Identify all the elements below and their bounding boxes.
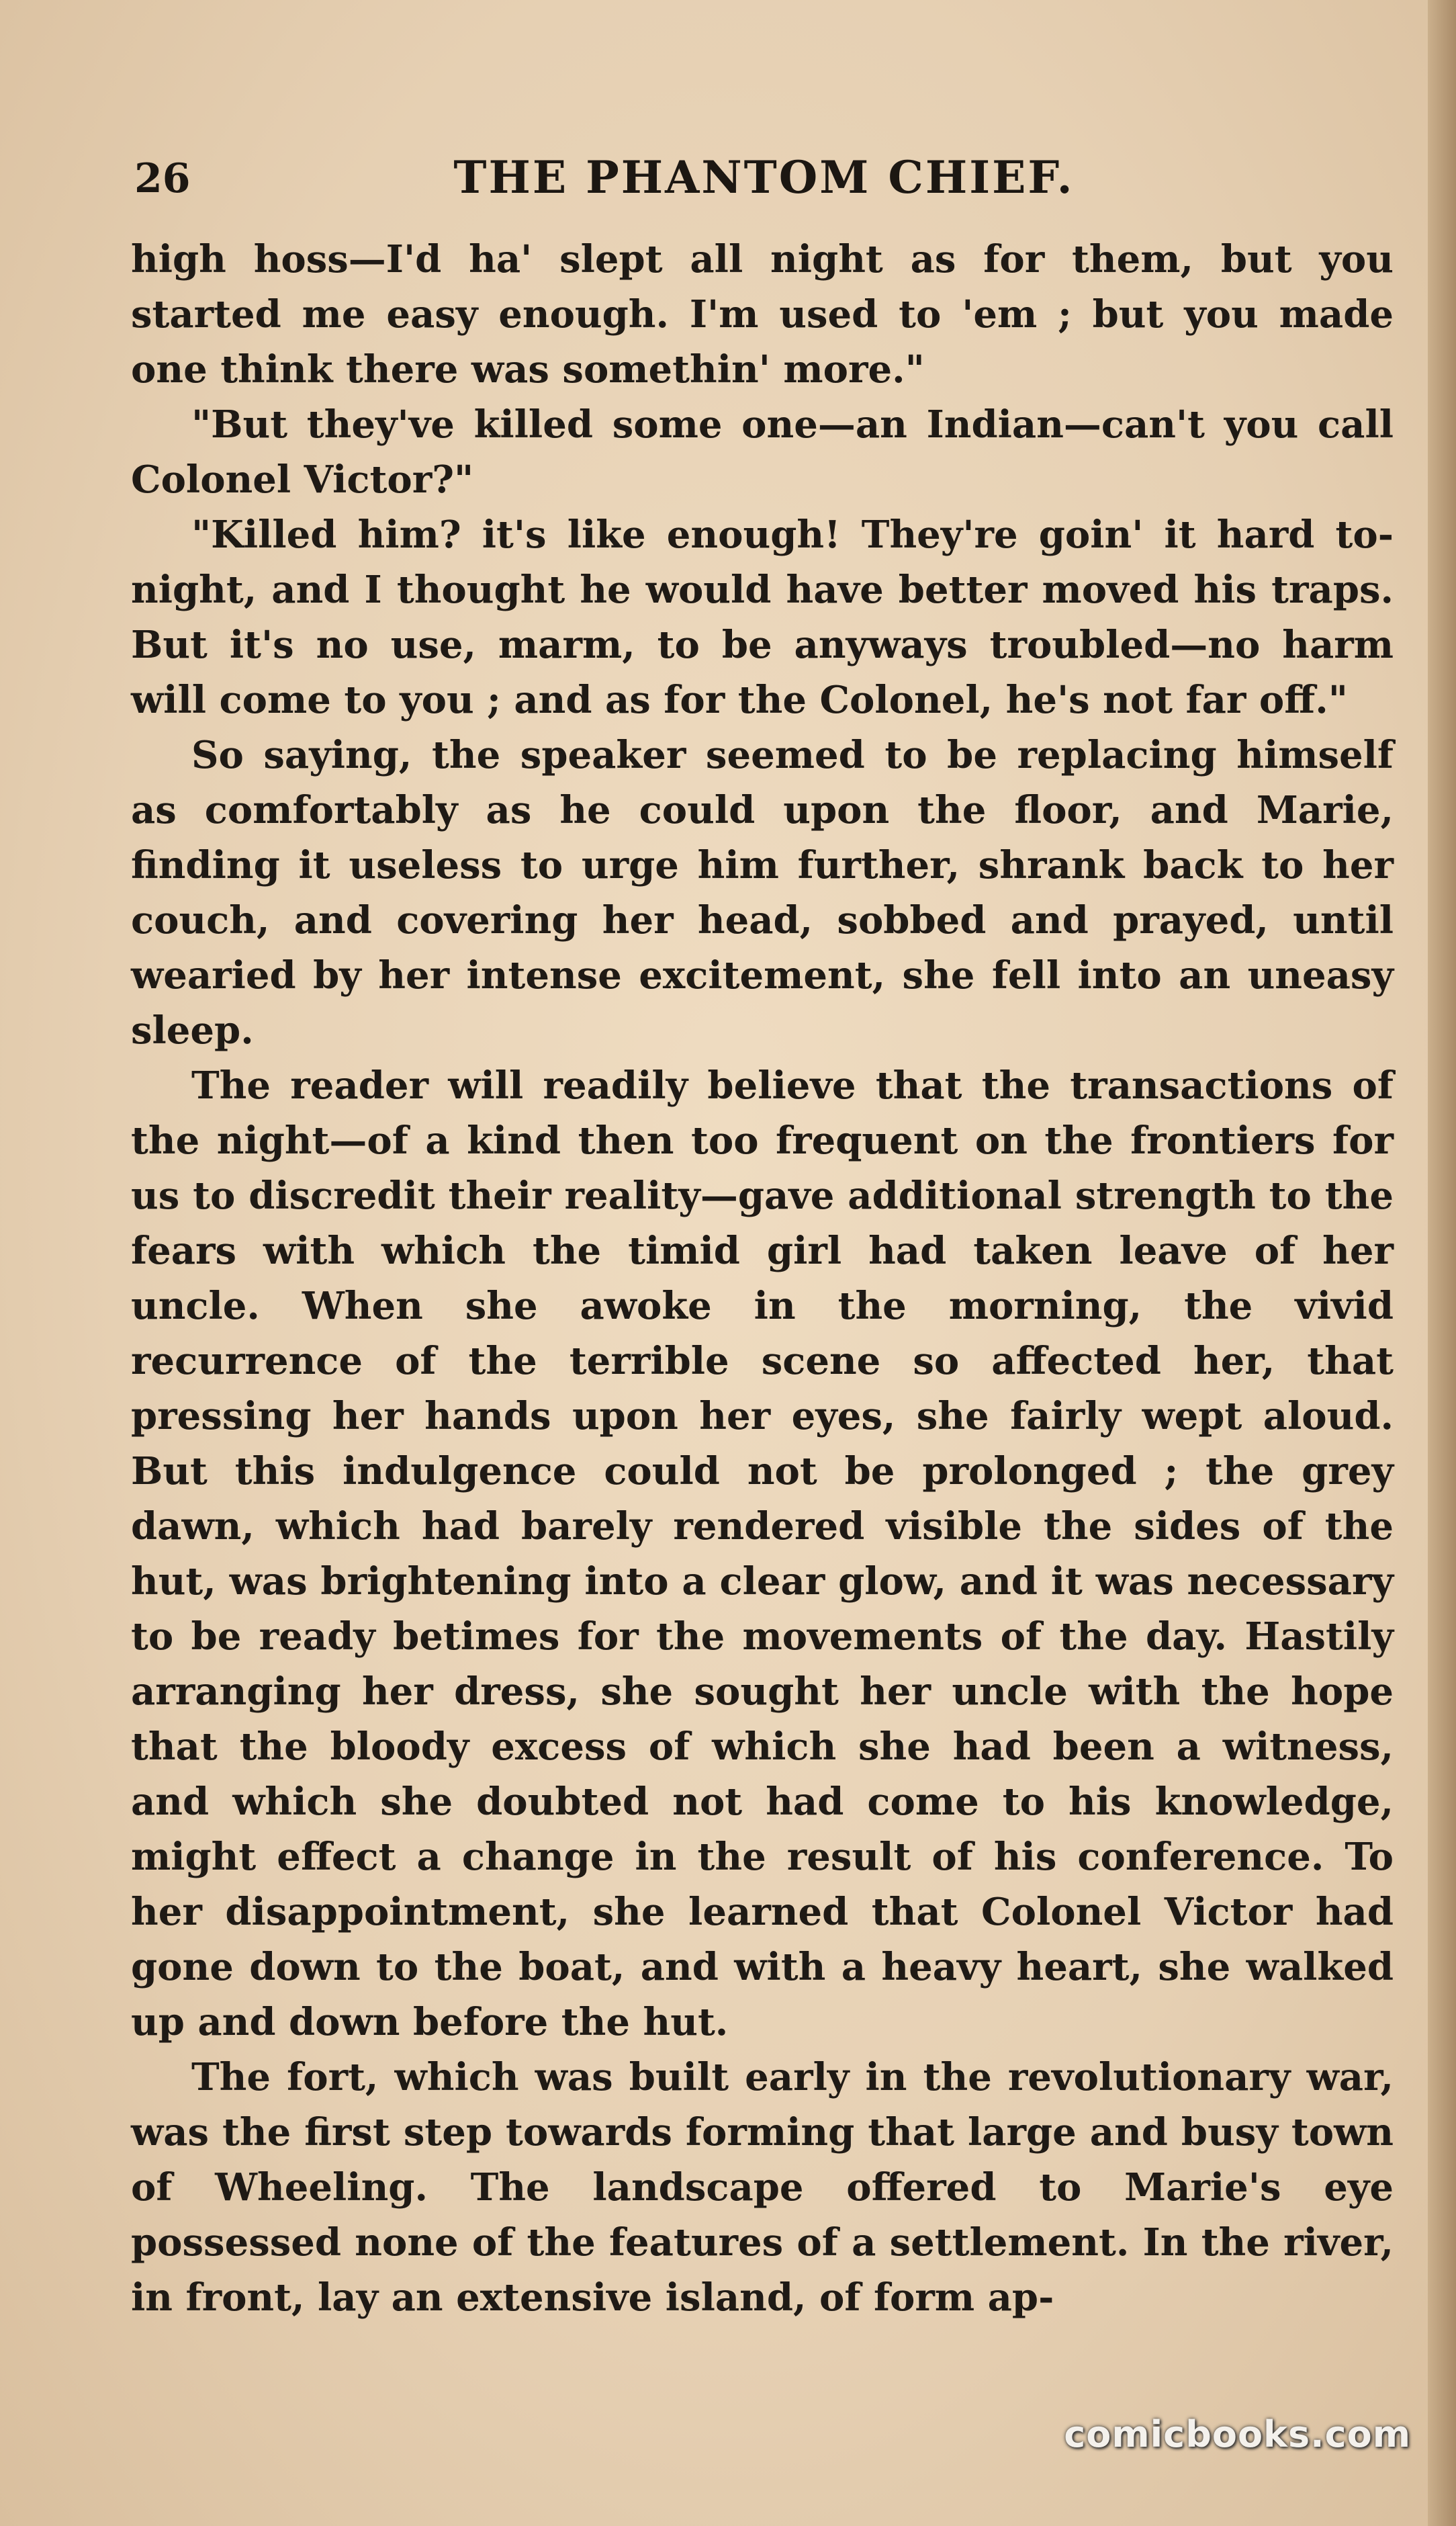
page-edge bbox=[1428, 0, 1456, 2526]
paragraph: So saying, the speaker seemed to be replacing himself as comfortably as he could upon the floor, and Marie, finding it useless to urge him further, shrank back to her couch, and covering her head, sobbed and prayed, until wearied by her intense excitement, she fell into an uneasy sleep. bbox=[131, 733, 1394, 1053]
paragraph: "Killed him? it's like enough! They're goin' it hard to-night, and I thought he would have better moved his traps. But it's no use, marm, to be anyways troubled—no harm will come to you ; and as for the Colonel, he's not far off." bbox=[131, 513, 1394, 722]
watermark: comicbooks.com bbox=[1064, 2413, 1411, 2455]
paragraph: The fort, which was built early in the revolutionary war, was the first step towards forming that large and busy town of Wheeling. The landscape offered to Marie's eye possessed none of the features of a settlement. In the river, in front, lay an extensive island, of form ap- bbox=[131, 2055, 1394, 2320]
paragraph: high hoss—I'd ha' slept all night as for them, but you started me easy enough. I'm used to 'em ; but you made one think there was somethin' more." bbox=[131, 237, 1394, 392]
body-text bbox=[131, 232, 1394, 2325]
page-header bbox=[134, 151, 1394, 212]
running-title: THE PHANTOM CHIEF. bbox=[453, 151, 1075, 204]
page-number: 26 bbox=[134, 155, 191, 202]
paragraph: "But they've killed some one—an Indian—can't you call Colonel Victor?" bbox=[131, 402, 1394, 502]
paragraph: The reader will readily believe that the transactions of the night—of a kind then too frequent on the frontiers for us to discredit their reality—gave additional strength to the fears with which the timid girl had taken leave of her uncle. When she awoke in the morning, the vivid recurrence of the terrible scene so affected her, that pressing her hands upon her eyes, she fairly wept aloud. But this indulgence could not be prolonged ; the grey dawn, which had barely rendered visible the sides of the hut, was brightening into a clear glow, and it was necessary to be ready betimes for the movements of the day. Hastily arranging her dress, she sought her uncle with the hope that the bloody excess of which she had been a witness, and which she doubted not had come to his knowledge, might effect a change in the result of his conference. To her disappointment, she learned that Colonel Victor had gone down to the boat, and with a heavy heart, she walked up and down before the hut. bbox=[131, 1063, 1394, 2044]
